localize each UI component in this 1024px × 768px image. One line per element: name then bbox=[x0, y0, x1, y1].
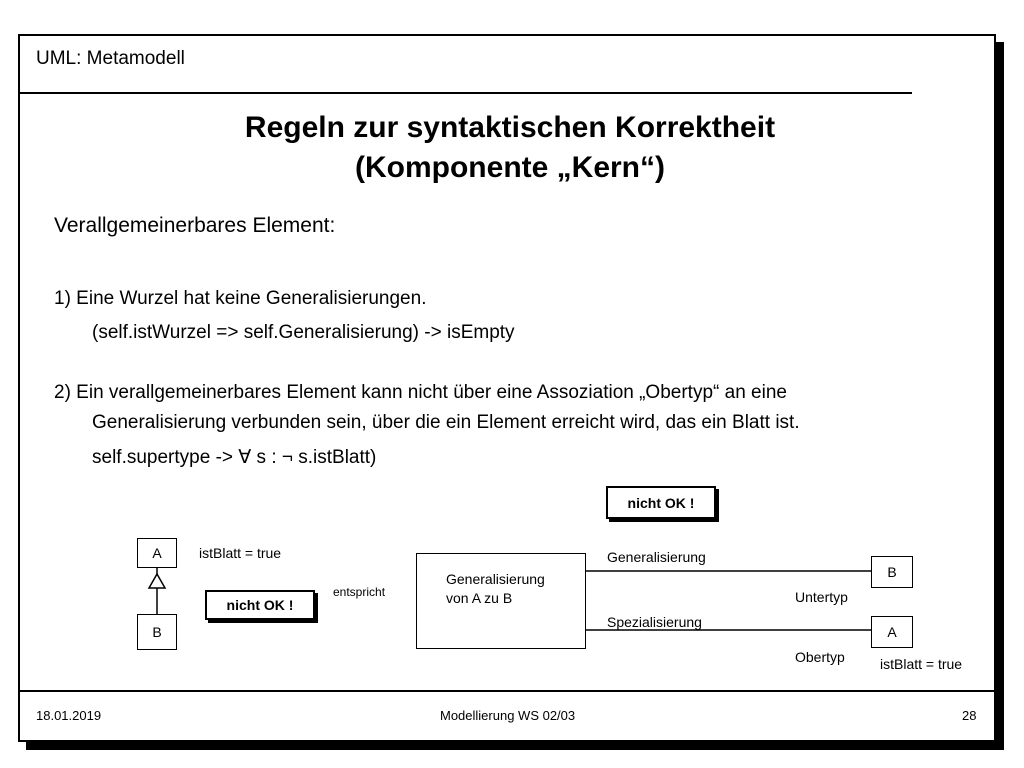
entspricht-label: entspricht bbox=[333, 585, 386, 599]
gen-box-line2: von A zu B bbox=[446, 590, 513, 606]
assoc-label-spezialisierung: Spezialisierung bbox=[607, 614, 702, 630]
content-heading: Verallgemeinerbares Element: bbox=[54, 214, 336, 237]
gen-box-line1: Generalisierung bbox=[446, 571, 545, 587]
footer-divider bbox=[18, 690, 996, 692]
generalization-arrow-icon bbox=[149, 574, 165, 588]
rule2-line2: Generalisierung verbunden sein, über die ein Element erreicht wird, das ein Blatt ist. bbox=[92, 412, 800, 433]
class-box-a-right bbox=[871, 616, 913, 648]
footer-date: 18.01.2019 bbox=[36, 708, 102, 723]
class-box-b-right bbox=[871, 556, 913, 588]
role-obertyp: Obertyp bbox=[795, 649, 845, 665]
rule1-text: 1) Eine Wurzel hat keine Generalisierungen. bbox=[54, 288, 427, 309]
right-verdict-badge bbox=[606, 486, 716, 519]
assoc-label-generalisierung: Generalisierung bbox=[607, 549, 706, 565]
class-a-right-label: A bbox=[887, 624, 897, 640]
class-box-a bbox=[137, 538, 177, 568]
left-verdict-badge bbox=[205, 590, 315, 620]
generalisierung-box bbox=[416, 553, 586, 649]
right-istblatt-note: istBlatt = true bbox=[880, 656, 963, 672]
class-a-label: A bbox=[152, 545, 162, 561]
footer-course: Modellierung WS 02/03 bbox=[440, 708, 576, 723]
role-untertyp: Untertyp bbox=[795, 589, 848, 605]
class-box-b bbox=[137, 614, 177, 650]
class-b-right-label: B bbox=[887, 564, 897, 580]
rule2-formula: self.supertype -> ∀ s : ¬ s.istBlatt) bbox=[92, 447, 377, 468]
title-line-2: (Komponente „Kern“) bbox=[355, 151, 665, 184]
rule1-formula: (self.istWurzel => self.Generalisierung) -> isEmpty bbox=[92, 322, 515, 343]
left-istblatt-note: istBlatt = true bbox=[199, 545, 282, 561]
footer-page-number: 28 bbox=[962, 708, 977, 723]
right-verdict-label: nicht OK ! bbox=[627, 494, 695, 511]
title-line-1: Regeln zur syntaktischen Korrektheit bbox=[244, 111, 776, 144]
rule2-line1: 2) Ein verallgemeinerbares Element kann nicht über eine Assoziation „Obertyp“ an eine bbox=[54, 382, 787, 403]
left-verdict-label: nicht OK ! bbox=[226, 597, 294, 613]
section-header: UML: Metamodell bbox=[36, 48, 185, 69]
class-b-label: B bbox=[152, 624, 162, 640]
